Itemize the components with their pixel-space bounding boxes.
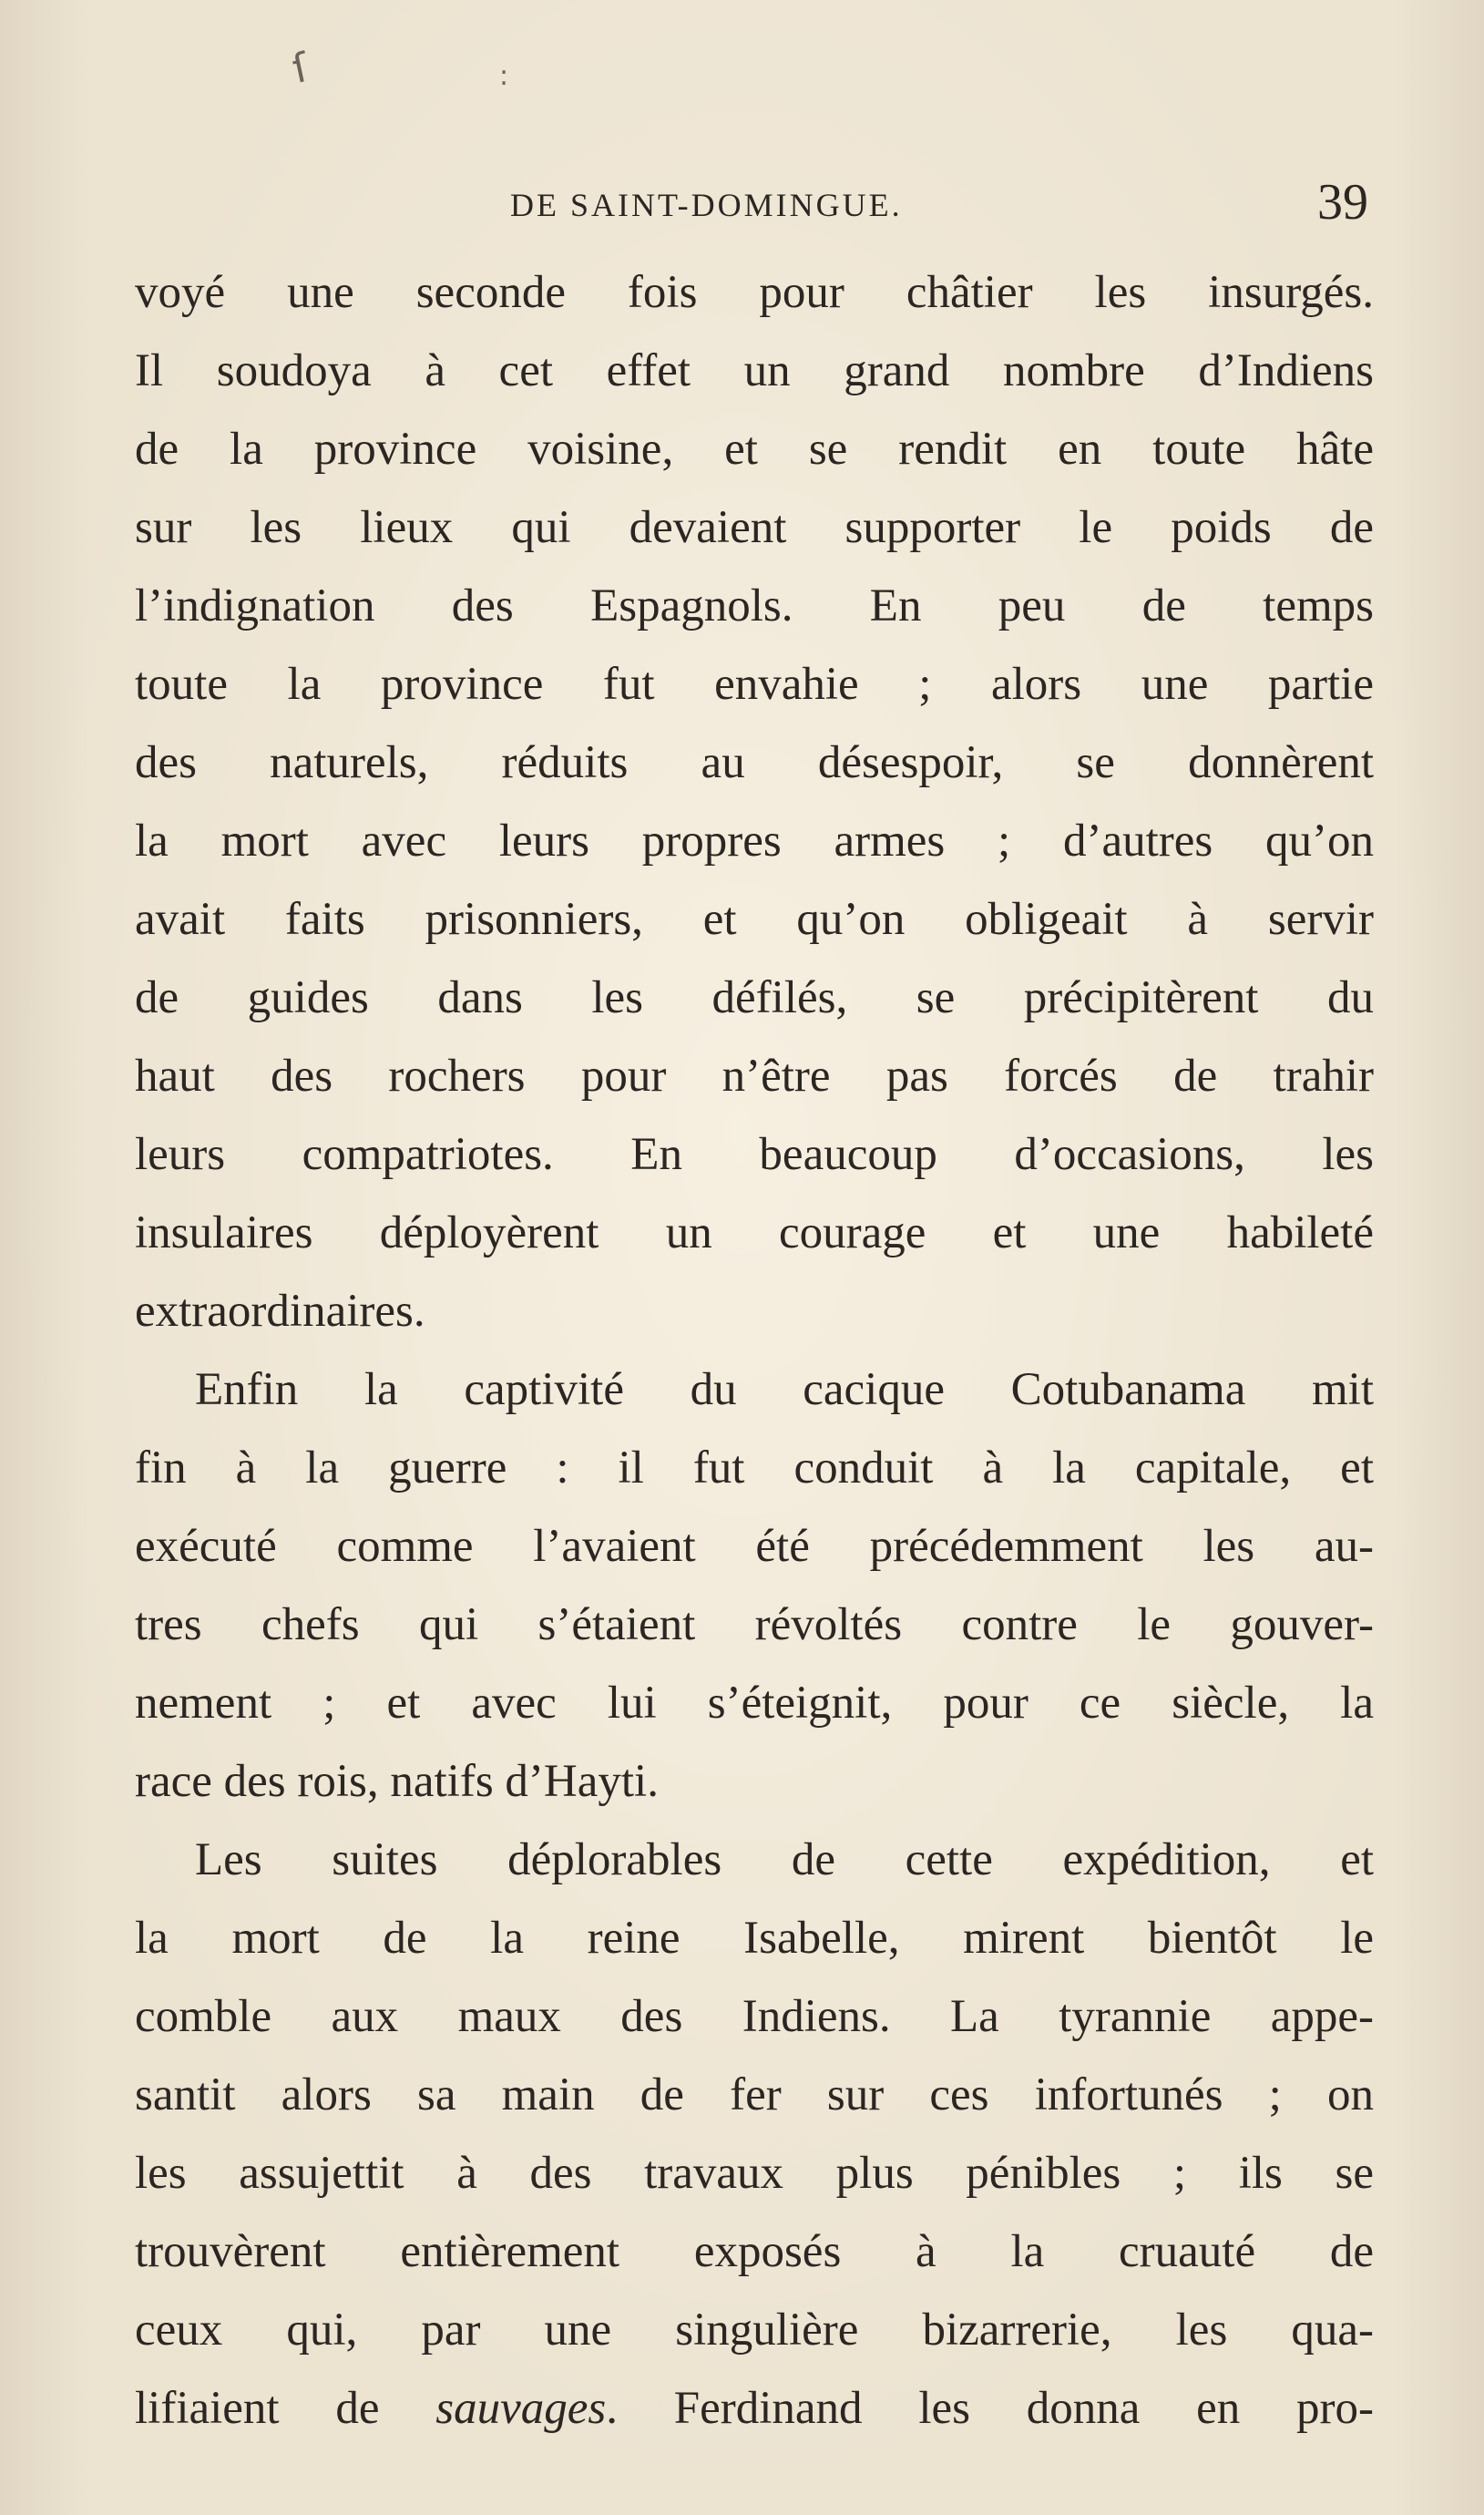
text-line: de guides dans les défilés, se précipitèrent du <box>135 972 1374 1023</box>
running-head <box>137 174 1376 239</box>
text-line: trouvèrent entièrement exposés à la cruauté de <box>135 2226 1374 2277</box>
margin-mark: : <box>499 60 509 92</box>
text-line: santit alors sa main de fer sur ces infortunés ; on <box>135 2069 1374 2120</box>
text-line: avait faits prisonniers, et qu’on obligeait à servir <box>135 894 1374 945</box>
text-line: Il soudoya à cet effet un grand nombre d’Indiens <box>135 345 1374 396</box>
text-line: fin à la guerre : il fut conduit à la capitale, et <box>135 1442 1374 1494</box>
page-number: 39 <box>1317 174 1368 231</box>
text-line: les assujettit à des travaux plus pénibles ; ils se <box>135 2148 1374 2199</box>
text-line: leurs compatriotes. En beaucoup d’occasions, les <box>135 1129 1374 1180</box>
text-run: lifiaient de <box>135 2383 436 2434</box>
text-line: insulaires déployèrent un courage et une habileté <box>135 1207 1374 1258</box>
text-line: Les suites déplorables de cette expédition, et <box>195 1834 1374 1885</box>
text-line-final <box>135 2369 1374 2448</box>
text-line: Enfin la captivité du cacique Cotubanama mit <box>195 1364 1374 1415</box>
text-line: voyé une seconde fois pour châtier les insurgés. <box>135 267 1374 318</box>
text-line: race des rois, natifs d’Hayti. <box>135 1756 659 1807</box>
running-title: DE SAINT-DOMINGUE. <box>510 187 903 223</box>
text-line: tres chefs qui s’étaient révoltés contre le gouver- <box>135 1599 1374 1650</box>
text-line: extraordinaires. <box>135 1286 425 1337</box>
text-line: la mort de la reine Isabelle, mirent bientôt le <box>135 1913 1374 1964</box>
italic-word: sauvages <box>435 2383 607 2434</box>
text-line: des naturels, réduits au désespoir, se donnèrent <box>135 737 1374 788</box>
text-line: toute la province fut envahie ; alors une partie <box>135 659 1374 710</box>
text-line: de la province voisine, et se rendit en toute hâte <box>135 424 1374 475</box>
text-line: l’indignation des Espagnols. En peu de temps <box>135 580 1374 631</box>
text-line: la mort avec leurs propres armes ; d’autres qu’on <box>135 816 1374 867</box>
text-line: nement ; et avec lui s’éteignit, pour ce siècle, la <box>135 1678 1374 1729</box>
text-line: sur les lieux qui devaient supporter le poids de <box>135 502 1374 553</box>
text-line: ceux qui, par une singulière bizarrerie, les qua- <box>135 2305 1374 2356</box>
text-line: haut des rochers pour n’être pas forcés de trahir <box>135 1051 1374 1102</box>
margin-mark: ſ <box>288 44 312 94</box>
text-line: exécuté comme l’avaient été précédemment les au- <box>135 1521 1374 1572</box>
text-line: comble aux maux des Indiens. La tyrannie appe- <box>135 1991 1374 2042</box>
body-text <box>135 253 1374 2448</box>
text-run: . Ferdinand les donna en pro- <box>606 2383 1374 2434</box>
